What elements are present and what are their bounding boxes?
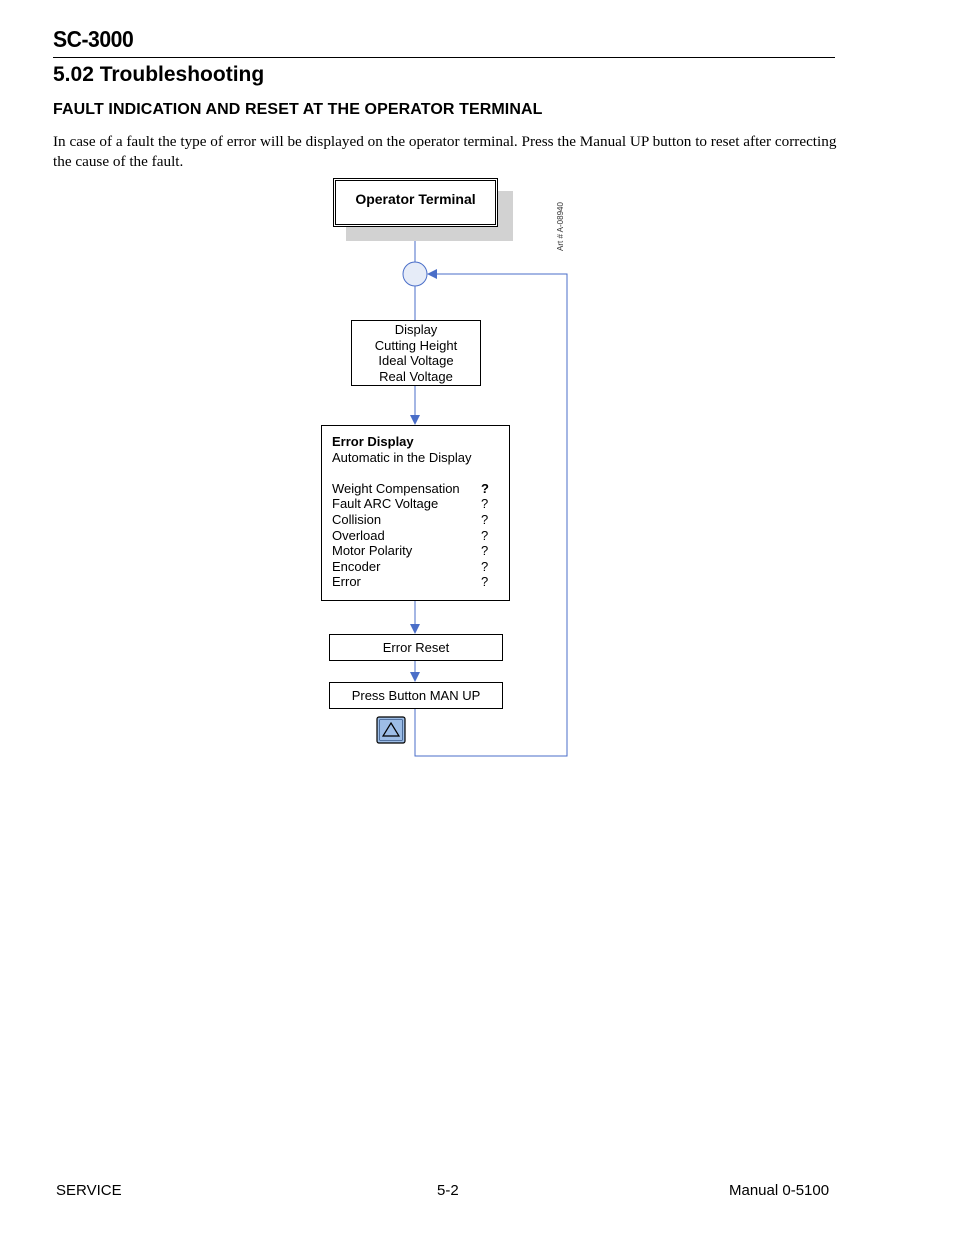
operator-terminal-box: Operator Terminal [333,178,498,227]
error-item-mark: ? [481,543,489,559]
display-line: Display [394,322,438,337]
error-item-label: Error [332,574,361,590]
error-item [332,574,509,590]
error-item [332,481,509,497]
display-box [351,320,481,386]
error-item-label: Collision [332,511,382,527]
subsection-title: FAULT INDICATION AND RESET AT THE OPERATOR TERMINAL [53,101,543,118]
intro-paragraph: In case of a fault the type of error will be displayed on the operator terminal. Press the Manual UP button to reset after correcting the cause of the fault. [53,133,837,170]
error-reset-box: Error Reset [329,634,503,661]
error-item-mark: ? [481,527,489,543]
footer-section: SERVICE [56,1182,122,1199]
error-item [332,496,509,512]
error-item-mark: ? [481,480,489,496]
document-title: SC-3000 [53,26,134,52]
error-item [332,559,509,575]
junction-circle-icon [403,262,427,286]
error-item-mark: ? [481,511,489,527]
error-item-mark: ? [481,574,489,590]
footer-page-number: 5-2 [437,1182,459,1199]
error-display-title: Error Display [332,434,414,449]
display-line: Ideal Voltage [378,353,454,369]
error-item [332,543,509,559]
display-line: Cutting Height [374,337,458,353]
error-item-mark: ? [481,496,489,512]
art-number: Art # A-08940 [556,202,565,251]
display-line: Real Voltage [379,368,453,384]
error-item-label: Overload [332,527,385,543]
error-display-subtitle: Automatic in the Display [332,449,472,465]
error-item [332,528,509,544]
error-display-box [321,425,510,601]
error-item-label: Encoder [332,558,381,574]
up-triangle-button-icon [376,716,407,744]
section-title: 5.02 Troubleshooting [53,63,265,86]
footer-manual-number: Manual 0-5100 [729,1182,830,1199]
error-item-label: Motor Polarity [332,543,413,559]
error-item-mark: ? [481,558,489,574]
error-item-label: Fault ARC Voltage [332,496,439,512]
error-item-label: Weight Compensation [332,480,460,496]
press-button-box: Press Button MAN UP [329,682,503,709]
error-item [332,512,509,528]
